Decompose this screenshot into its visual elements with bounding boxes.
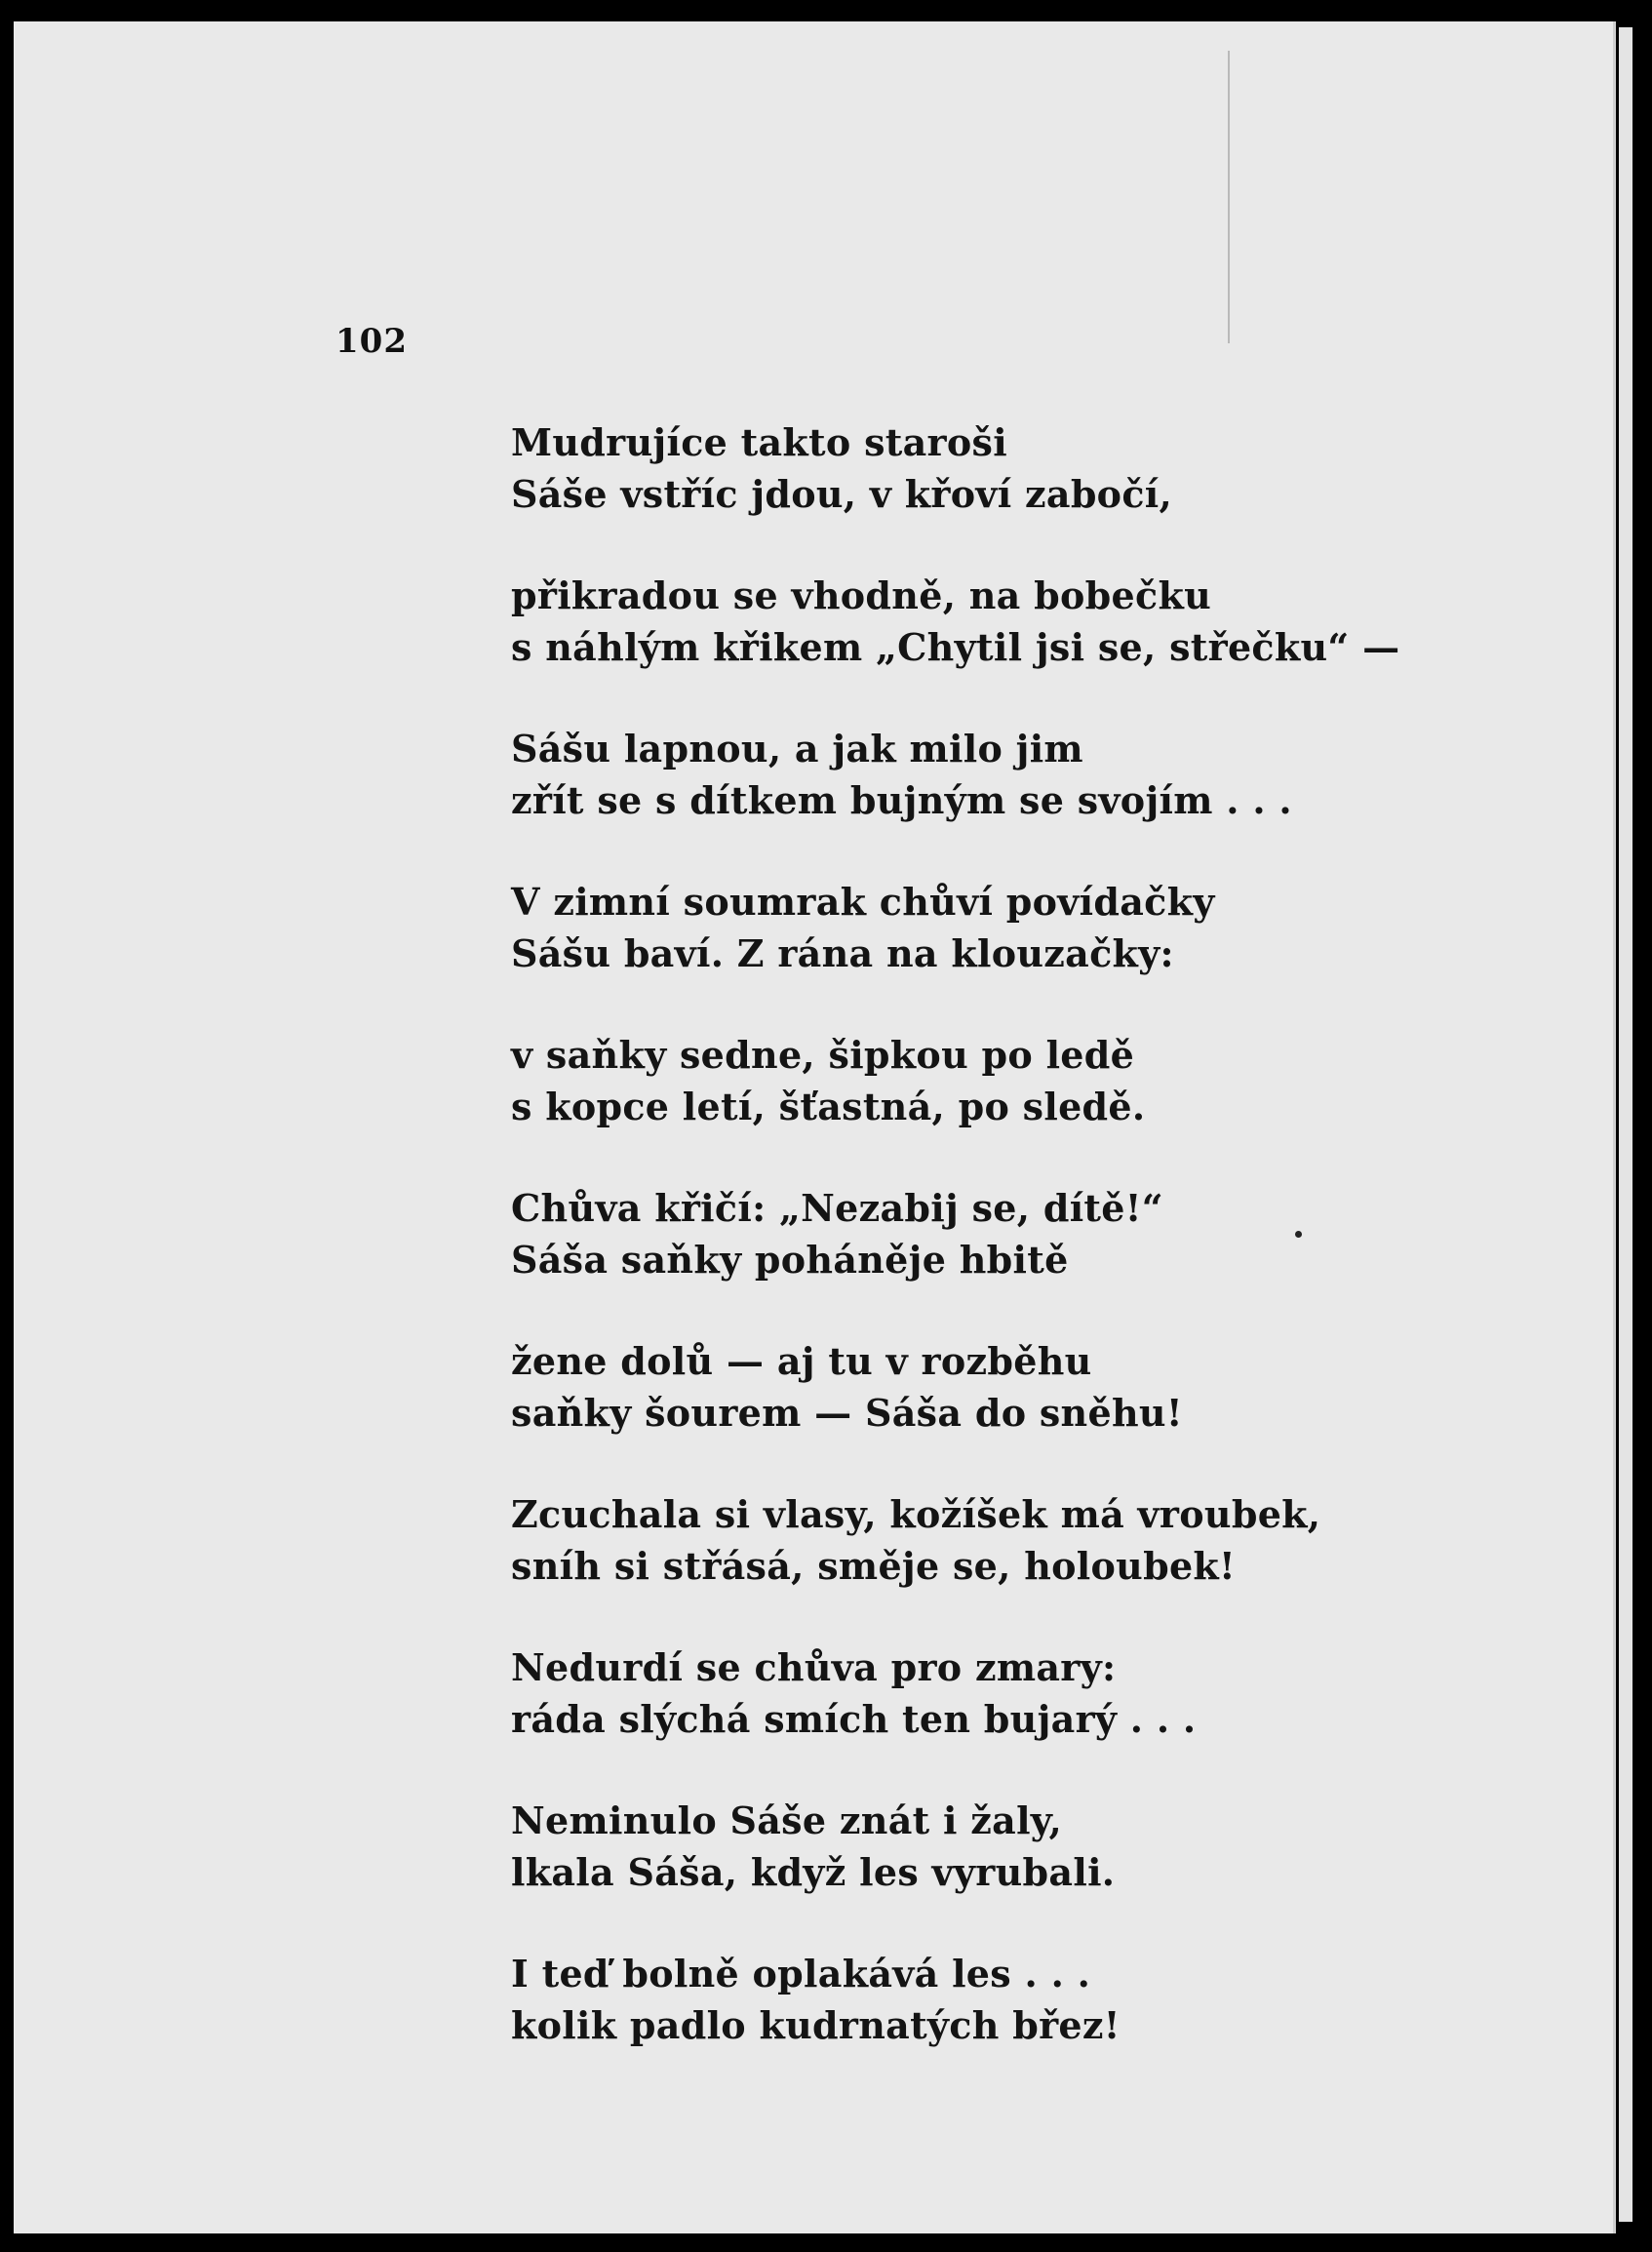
- poem-line: I teď bolně oplakává les . . .: [511, 1952, 1091, 1995]
- poem: [511, 416, 1400, 2101]
- stanza: [511, 1182, 1389, 1285]
- poem-line: s náhlým křikem „Chytil jsi se, střečku“ —: [511, 625, 1400, 669]
- poem-line: přikradou se vhodně, na bobečku: [511, 573, 1211, 617]
- stanza: [511, 416, 1389, 520]
- poem-line: Sášu baví. Z rána na klouzačky:: [511, 931, 1174, 975]
- page-number: 102: [335, 322, 408, 361]
- stanza: [511, 1029, 1389, 1132]
- poem-line: Zcuchala si vlasy, kožíšek má vroubek,: [511, 1492, 1321, 1536]
- poem-line: Mudrujíce takto staroši: [511, 420, 1007, 464]
- stanza: [511, 570, 1400, 673]
- stanza: [511, 1795, 1389, 1898]
- stanza: [511, 876, 1389, 979]
- poem-line: sníh si střásá, směje se, holoubek!: [511, 1544, 1237, 1588]
- poem-line: Neminulo Sáše znát i žaly,: [511, 1798, 1063, 1842]
- stanza: [511, 1335, 1389, 1439]
- poem-line: Sášu lapnou, a jak milo jim: [511, 727, 1083, 770]
- poem-line: ráda slýchá smích ten bujarý . . .: [511, 1697, 1197, 1741]
- poem-line: žene dolů — aj tu v rozběhu: [511, 1339, 1092, 1383]
- stanza: [511, 1641, 1389, 1745]
- stanza: [511, 1488, 1389, 1592]
- poem-line: s kopce letí, šťastná, po sledě.: [511, 1085, 1146, 1128]
- poem-line: Sáša saňky poháněje hbitě: [511, 1238, 1069, 1282]
- adjacent-page-edge: [1619, 27, 1632, 2222]
- poem-line: saňky šourem — Sáša do sněhu!: [511, 1391, 1183, 1435]
- stanza: [511, 723, 1389, 826]
- book-page: [14, 21, 1616, 2233]
- poem-line: lkala Sáša, když les vyrubali.: [511, 1850, 1116, 1894]
- poem-line: kolik padlo kudrnatých břez!: [511, 2003, 1121, 2047]
- poem-line: Sáše vstříc jdou, v křoví zabočí,: [511, 472, 1173, 516]
- poem-line: zřít se s dítkem bujným se svojím . . .: [511, 778, 1292, 822]
- gutter-line: [1228, 51, 1230, 343]
- poem-line: Chůva křičí: „Nezabij se, dítě!“: [511, 1186, 1163, 1230]
- poem-line: v saňky sedne, šipkou po ledě: [511, 1033, 1135, 1077]
- stanza: [511, 1948, 1389, 2051]
- poem-line: Nedurdí se chůva pro zmary:: [511, 1645, 1117, 1689]
- ink-speck: [1295, 1231, 1302, 1238]
- poem-line: V zimní soumrak chůví povídačky: [511, 880, 1215, 924]
